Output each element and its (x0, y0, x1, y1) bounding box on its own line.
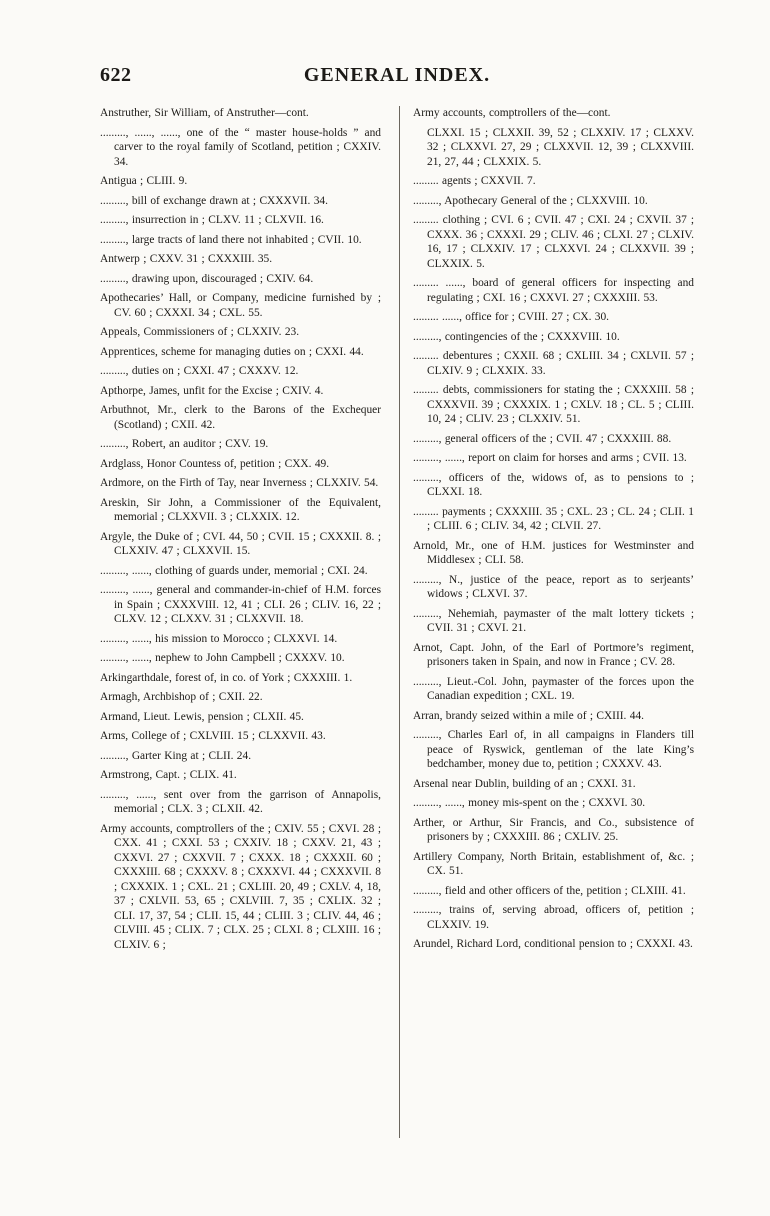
index-entry: ......... debentures ; CXXII. 68 ; CXLIII. 34 ; CXLVII. 57 ; CLXIV. 9 ; CLXXIX. 33. (413, 350, 694, 377)
index-entry: ........., ......, ......, one of the “ master house-holds ” and carver to the royal family of Scotland, petition ; CXXIV. 34. (100, 126, 381, 168)
index-entry: ........., large tracts of land there not inhabited ; CVII. 10. (100, 233, 362, 246)
left-column (100, 106, 381, 957)
index-entry: Areskin, Sir John, a Commissioner of the Equivalent, memorial ; CLXXVII. 3 ; CLXXIX. 12. (100, 496, 381, 523)
index-entry: ........., ......, his mission to Morocco ; CLXXVI. 14. (100, 632, 338, 645)
page-number: 622 (100, 64, 132, 86)
index-entry: ......... agents ; CXXVII. 7. (413, 175, 536, 187)
index-entry: ........., ......, money mis-spent on the ; CXXVI. 30. (413, 797, 646, 809)
running-title: GENERAL INDEX. (303, 64, 491, 86)
index-entry: ........., ......, sent over from the garrison of Annapolis, memorial ; CLX. 3 ; CLXII. 42. (100, 788, 381, 815)
index-entry: Arnold, Mr., one of H.M. justices for Westminster and Middlesex ; CLI. 58. (413, 539, 694, 566)
index-entry: Ardmore, on the Firth of Tay, near Inverness ; CLXXIV. 54. (100, 477, 379, 489)
index-entry: ......... debts, commissioners for stating the ; CXXXIII. 58 ; CXXXVII. 39 ; CXXXIX. 1 ; CXLV. 18 ; CL. 5 ; CLIII. 10, 24 ; CLIV. 23 ; CLXXIV. 51. (413, 384, 694, 425)
index-entry: ........., general officers of the ; CVII. 47 ; CXXXIII. 88. (413, 432, 672, 445)
index-entry: Anstruther, Sir William, of Anstruther—cont. (100, 107, 309, 119)
index-entry: ........., Robert, an auditor ; CXV. 19. (100, 438, 269, 450)
index-entry: ........., field and other officers of the, petition ; CLXIII. 41. (413, 884, 686, 897)
right-column (413, 106, 694, 957)
index-entry: ........., ......, general and commander-in-chief of H.M. forces in Spain ; CXXXVIII. 12, 41 ; CLI. 26 ; CLIV. 16, 22 ; CLXV. 12 ; CLXXV. 31 ; CLXXVII. 18. (100, 584, 381, 625)
index-entry: ........., duties on ; CXXI. 47 ; CXXXV. 12. (100, 365, 299, 377)
index-entry: Arnot, Capt. John, of the Earl of Portmore’s regiment, prisoners taken in Spain, and now in France ; CV. 28. (413, 641, 694, 668)
index-entry: ........., trains of, serving abroad, officers of, petition ; CLXXIV. 19. (413, 904, 694, 931)
index-entry: ........., drawing upon, discouraged ; CXIV. 64. (100, 272, 314, 285)
index-entry: ......... payments ; CXXXIII. 35 ; CXL. 23 ; CL. 24 ; CLII. 1 ; CLIII. 6 ; CLIV. 34, 42 ; CLVII. 27. (413, 505, 694, 532)
index-entry: ......... clothing ; CVI. 6 ; CVII. 47 ; CXI. 24 ; CXVII. 37 ; CXXX. 36 ; CXXXI. 29 ; CLIV. 46 ; CLXI. 27 ; CLXIV. 16, 17 ; CLXXIV. 17 ; CLXXVI. 24 ; CLXXVII. 39 ; CLXXIX. 5. (413, 214, 694, 270)
page-header (100, 64, 694, 92)
index-entry: ........., Nehemiah, paymaster of the malt lottery tickets ; CVII. 31 ; CXVI. 21. (413, 607, 694, 634)
index-entry: Apothecaries’ Hall, or Company, medicine furnished by ; CV. 60 ; CXXXI. 34 ; CXL. 55. (100, 292, 381, 319)
index-entry: Ardglass, Honor Countess of, petition ; CXX. 49. (100, 457, 330, 470)
index-entry: Armstrong, Capt. ; CLIX. 41. (100, 769, 237, 781)
index-entry: ........., ......, clothing of guards under, memorial ; CXI. 24. (100, 564, 368, 577)
index-entry: ........., insurrection in ; CLXV. 11 ; CLXVII. 16. (100, 214, 324, 226)
index-entry: Arsenal near Dublin, building of an ; CXXI. 31. (413, 777, 636, 790)
index-entry: Arbuthnot, Mr., clerk to the Barons of the Exchequer (Scotland) ; CXII. 42. (100, 404, 381, 431)
index-entry: ........., Garter King at ; CLII. 24. (100, 749, 252, 762)
index-entry: Arkingarthdale, forest of, in co. of York ; CXXXIII. 1. (100, 671, 353, 684)
index-entry: Army accounts, comptrollers of the ; CXIV. 55 ; CXVI. 28 ; CXX. 41 ; CXXI. 53 ; CXXIV. 18 ; CXXV. 21, 43 ; CXXVI. 27 ; CXXVII. 7 ; CXXX. 18 ; CXXXII. 60 ; CXXXIII. 68 ; CXXXV. 8 ; CXXXVI. 44 ; CXXXVII. 8 ; CXXXIX. 1 ; CXL. 21 ; CXLIII. 20, 49 ; CXLV. 4, 18, 37 ; CXLVII. 53, 65 ; CXLVIII. 7, 35 ; CXLIX. 32 ; CLI. 17, 37, 54 ; CLII. 15, 44 ; CLIII. 3 ; CLIV. 44, 46 ; CLVIII. 45 ; CLIX. 7 ; CLX. 25 ; CLXI. 8 ; CLXIII. 16 ; CLXIV. 6 ; (100, 822, 381, 951)
index-entry: Arms, College of ; CXLVIII. 15 ; CLXXVII. 43. (100, 730, 326, 742)
index-entry: ........., bill of exchange drawn at ; CXXXVII. 34. (100, 194, 328, 207)
index-entry: Armagh, Archbishop of ; CXII. 22. (100, 691, 263, 703)
index-entry: ........., contingencies of the ; CXXXVIII. 10. (413, 330, 620, 343)
index-entry: Artillery Company, North Britain, establishment of, &c. ; CX. 51. (413, 850, 694, 877)
index-entry: Antigua ; CLIII. 9. (100, 175, 188, 187)
index-entry: Armand, Lieut. Lewis, pension ; CLXII. 45. (100, 710, 304, 723)
index-entry: ......... ......, office for ; CVIII. 27 ; CX. 30. (413, 311, 610, 323)
index-entry: ........., N., justice of the peace, report as to serjeants’ widows ; CLXVI. 37. (413, 573, 694, 600)
index-entry: ......... ......, board of general officers for inspecting and regulating ; CXI. 16 ; CXXVI. 27 ; CXXXIII. 53. (413, 277, 694, 304)
index-entry: Appeals, Commissioners of ; CLXXIV. 23. (100, 326, 300, 338)
column-divider (399, 106, 400, 1138)
index-entry: Apthorpe, James, unfit for the Excise ; CXIV. 4. (100, 384, 324, 397)
index-entry: ........., Lieut.-Col. John, paymaster of the forces upon the Canadian expedition ; CXL. 19. (413, 675, 694, 702)
index-entry: ........., ......, nephew to John Campbell ; CXXXV. 10. (100, 652, 345, 664)
index-entry: ........., Apothecary General of the ; CLXXVIII. 10. (413, 194, 648, 207)
index-entry: ........., ......, report on claim for horses and arms ; CVII. 13. (413, 452, 687, 464)
index-entry: Arran, brandy seized within a mile of ; CXIII. 44. (413, 709, 644, 722)
index-entry: Antwerp ; CXXV. 31 ; CXXXIII. 35. (100, 253, 273, 265)
index-entry: ........., Charles Earl of, in all campaigns in Flanders till peace of Ryswick, gentleman of the late King’s bedchamber, money due to, petition ; CXXXV. 43. (413, 729, 694, 770)
index-entry: Army accounts, comptrollers of the—cont. (413, 107, 611, 119)
index-entry: CLXXI. 15 ; CLXXII. 39, 52 ; CLXXIV. 17 ; CLXXV. 32 ; CLXXVI. 27, 29 ; CLXXVII. 12, 39 ; CLXXVIII. 21, 27, 44 ; CLXXIX. 5. (427, 126, 694, 168)
index-entry: Arther, or Arthur, Sir Francis, and Co., subsistence of prisoners by ; CXXXIII. 86 ; CXLIV. 25. (413, 816, 694, 843)
index-columns (100, 106, 694, 1206)
index-entry: ........., officers of the, widows of, as to pensions to ; CLXXI. 18. (413, 471, 694, 498)
index-entry: Apprentices, scheme for managing duties on ; CXXI. 44. (100, 345, 364, 358)
index-entry: Arundel, Richard Lord, conditional pension to ; CXXXI. 43. (413, 938, 693, 950)
index-entry: Argyle, the Duke of ; CVI. 44, 50 ; CVII. 15 ; CXXXII. 8. ; CLXXIV. 47 ; CLXXVII. 15. (100, 530, 381, 557)
